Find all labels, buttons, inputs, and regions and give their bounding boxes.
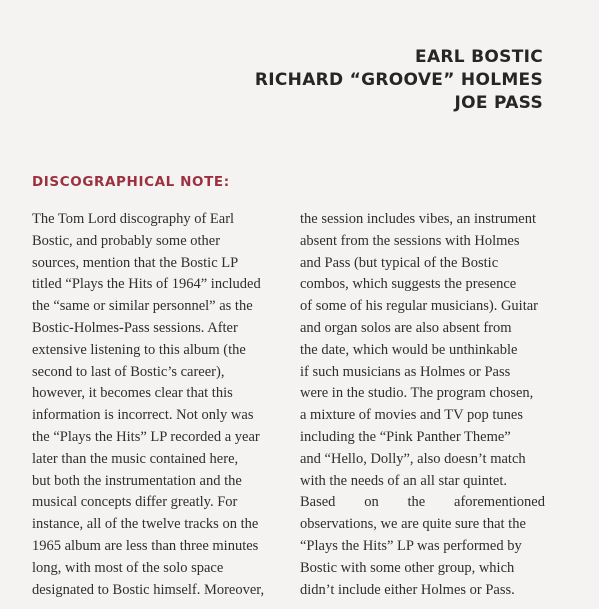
text-line: The Tom Lord discography of Earl (32, 211, 235, 227)
text-line: were in the studio. The program chosen, (300, 385, 534, 402)
text-line: if such musicians as Holmes or Pass (300, 363, 511, 380)
text-line: Based on the aforementioned (300, 494, 545, 511)
text-line: Bostic with some other group, which (300, 559, 515, 576)
text-line: and “Hello, Dolly”, also doesn’t match (300, 450, 526, 467)
section-heading: DISCOGRAPHICAL NOTE: (32, 174, 230, 190)
text-line: Bostic, and probably some other (32, 232, 221, 249)
text-line: but both the instrumentation and the (32, 472, 242, 489)
text-line: designated to Bostic himself. Moreover, (32, 581, 265, 598)
text-line: didn’t include either Holmes or Pass. (300, 581, 515, 598)
text-line: the date, which would be unthinkable (300, 341, 518, 358)
text-line: absent from the sessions with Holmes (300, 232, 520, 249)
text-line: later than the music contained here, (32, 450, 239, 467)
text-line: and organ solos are also absent from (300, 319, 512, 336)
text-line: sources, mention that the Bostic LP (32, 254, 239, 271)
left-text-column (32, 209, 282, 601)
text-line: with the needs of an all star quintet. (300, 472, 507, 489)
text-line: a mixture of movies and TV pop tunes (300, 407, 523, 424)
right-text-column (300, 209, 545, 601)
artist-name: EARL BOSTIC (415, 47, 543, 67)
text-line: combos, which suggests the presence (300, 276, 517, 293)
text-line: of some of his regular musicians). Guitar (300, 298, 538, 315)
text-line: “Plays the Hits” LP was performed by (300, 537, 522, 554)
text-line: however, it becomes clear that this (32, 385, 233, 402)
artist-name: RICHARD “GROOVE” HOLMES (254, 70, 543, 90)
text-line: titled “Plays the Hits of 1964” included (32, 276, 261, 293)
text-line: the “Plays the Hits” LP recorded a year (32, 428, 260, 445)
artist-name: JOE PASS (454, 93, 543, 113)
text-line: musical concepts differ greatly. For (32, 494, 238, 511)
text-line: the session includes vibes, an instrument (300, 211, 536, 227)
text-line: 1965 album are less than three minutes (32, 537, 259, 554)
text-line: and Pass (but typical of the Bostic (300, 254, 499, 271)
text-line: including the “Pink Panther Theme” (300, 428, 511, 445)
text-line: second to last of Bostic’s career), (32, 363, 225, 380)
text-line: information is incorrect. Not only was (32, 407, 254, 424)
text-line: Bostic-Holmes-Pass sessions. After (32, 319, 238, 336)
text-line: instance, all of the twelve tracks on the (32, 516, 259, 533)
artist-credits (255, 46, 543, 115)
text-line: extensive listening to this album (the (32, 341, 246, 358)
text-line: long, with most of the solo space (32, 559, 224, 576)
text-line: observations, we are quite sure that the (300, 516, 526, 533)
text-line: the “same or similar personnel” as the (32, 298, 253, 315)
